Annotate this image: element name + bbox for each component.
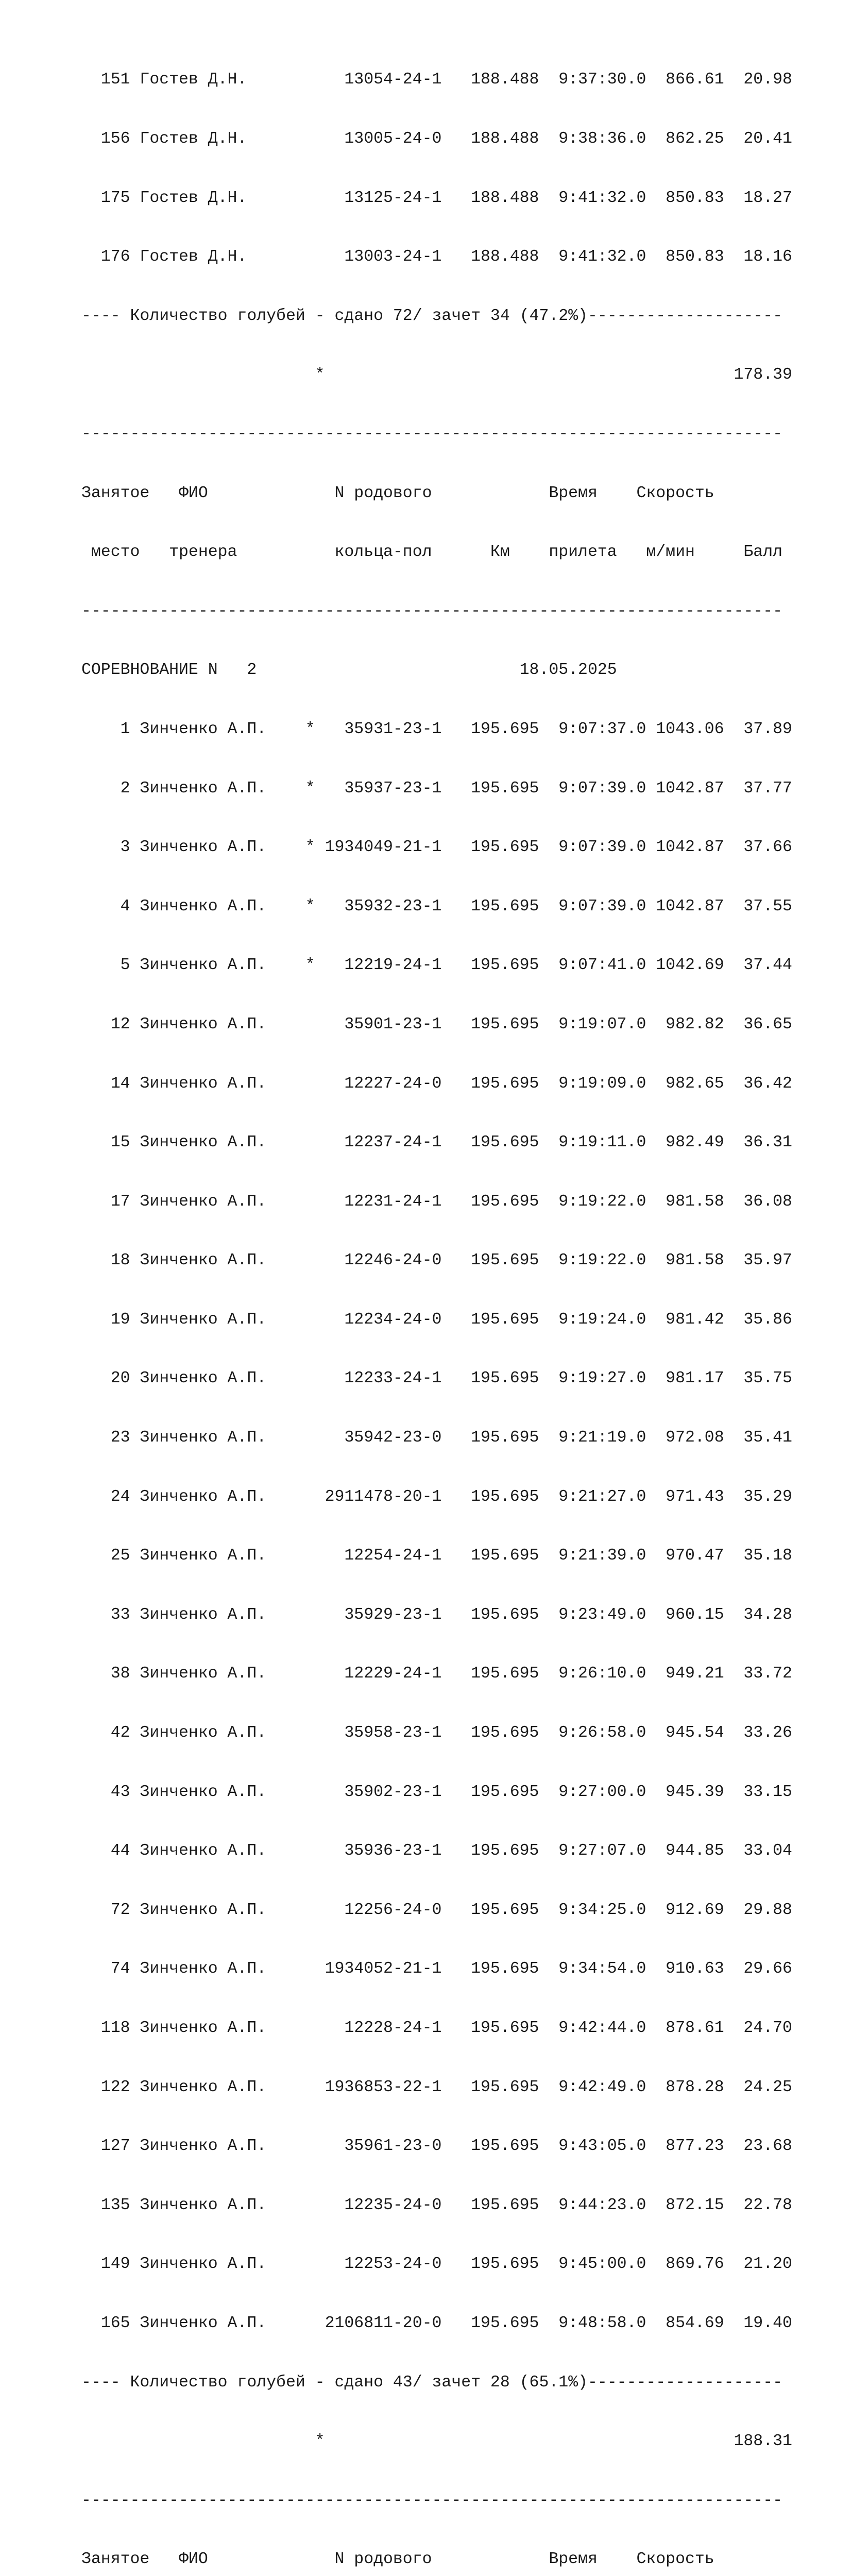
result-row: 38 Зинченко А.П. 12229-24-1 195.695 9:26:10.0 949.21 33.72 [81,1665,792,1683]
result-row: 149 Зинченко А.П. 12253-24-0 195.695 9:45:00.0 869.76 21.20 [81,2255,792,2274]
result-row: 3 Зинченко А.П. * 1934049-21-1 195.695 9:07:39.0 1042.87 37.66 [81,838,792,857]
column-header-1: Занятое ФИО N родового Время Скорость [81,484,714,502]
separator: ------------------------------------------------------------------------ [81,2491,783,2510]
summary-line: ---- Количество голубей - сдано 43/ зачет 28 (65.1%)-------------------- [81,2373,783,2392]
result-row: 151 Гостев Д.Н. 13054-24-1 188.488 9:37:30.0 866.61 20.98 [81,71,792,89]
result-row: 1 Зинченко А.П. * 35931-23-1 195.695 9:07:37.0 1043.06 37.89 [81,720,792,738]
result-row: 43 Зинченко А.П. 35902-23-1 195.695 9:27:00.0 945.39 33.15 [81,1783,792,1801]
result-row: 176 Гостев Д.Н. 13003-24-1 188.488 9:41:32.0 850.83 18.16 [81,248,792,266]
column-header-1: Занятое ФИО N родового Время Скорость [81,2550,714,2569]
result-row: 5 Зинченко А.П. * 12219-24-1 195.695 9:07:41.0 1042.69 37.44 [81,956,792,975]
result-row: 165 Зинченко А.П. 2106811-20-0 195.695 9:48:58.0 854.69 19.40 [81,2314,792,2332]
total-score-line: * 188.31 [81,2432,792,2451]
separator: ------------------------------------------------------------------------ [81,602,783,620]
result-row: 42 Зинченко А.П. 35958-23-1 195.695 9:26:58.0 945.54 33.26 [81,1724,792,1742]
result-row: 135 Зинченко А.П. 12235-24-0 195.695 9:44:23.0 872.15 22.78 [81,2196,792,2214]
result-row: 156 Гостев Д.Н. 13005-24-0 188.488 9:38:36.0 862.25 20.41 [81,130,792,148]
result-row: 33 Зинченко А.П. 35929-23-1 195.695 9:23:49.0 960.15 34.28 [81,1605,792,1624]
result-row: 18 Зинченко А.П. 12246-24-0 195.695 9:19:22.0 981.58 35.97 [81,1251,792,1270]
result-row: 122 Зинченко А.П. 1936853-22-1 195.695 9:42:49.0 878.28 24.25 [81,2078,792,2096]
result-row: 127 Зинченко А.П. 35961-23-0 195.695 9:43:05.0 877.23 23.68 [81,2137,792,2156]
result-row: 19 Зинченко А.П. 12234-24-0 195.695 9:19:24.0 981.42 35.86 [81,1310,792,1329]
competition-heading: СОРЕВНОВАНИЕ N 2 18.05.2025 [81,661,617,680]
column-header-2: место тренера кольца-пол Км прилета м/мин Балл [81,543,783,562]
result-row: 44 Зинченко А.П. 35936-23-1 195.695 9:27:07.0 944.85 33.04 [81,1842,792,1860]
result-row: 175 Гостев Д.Н. 13125-24-1 188.488 9:41:32.0 850.83 18.27 [81,189,792,207]
total-score-line: * 178.39 [81,366,792,384]
result-row: 15 Зинченко А.П. 12237-24-1 195.695 9:19:11.0 982.49 36.31 [81,1133,792,1152]
result-row: 23 Зинченко А.П. 35942-23-0 195.695 9:21:19.0 972.08 35.41 [81,1429,792,1447]
separator: ------------------------------------------------------------------------ [81,425,783,443]
result-row: 2 Зинченко А.П. * 35937-23-1 195.695 9:07:39.0 1042.87 37.77 [81,779,792,798]
result-row: 74 Зинченко А.П. 1934052-21-1 195.695 9:34:54.0 910.63 29.66 [81,1960,792,1978]
summary-line: ---- Количество голубей - сдано 72/ зачет 34 (47.2%)-------------------- [81,307,783,325]
results-printout [81,31,792,2576]
result-row: 24 Зинченко А.П. 2911478-20-1 195.695 9:21:27.0 971.43 35.29 [81,1487,792,1506]
result-row: 20 Зинченко А.П. 12233-24-1 195.695 9:19:27.0 981.17 35.75 [81,1369,792,1388]
result-row: 25 Зинченко А.П. 12254-24-1 195.695 9:21:39.0 970.47 35.18 [81,1547,792,1565]
result-row: 4 Зинченко А.П. * 35932-23-1 195.695 9:07:39.0 1042.87 37.55 [81,897,792,916]
result-row: 118 Зинченко А.П. 12228-24-1 195.695 9:42:44.0 878.61 24.70 [81,2019,792,2037]
result-row: 72 Зинченко А.П. 12256-24-0 195.695 9:34:25.0 912.69 29.88 [81,1901,792,1919]
result-row: 14 Зинченко А.П. 12227-24-0 195.695 9:19:09.0 982.65 36.42 [81,1074,792,1093]
result-row: 12 Зинченко А.П. 35901-23-1 195.695 9:19:07.0 982.82 36.65 [81,1015,792,1033]
result-row: 17 Зинченко А.П. 12231-24-1 195.695 9:19:22.0 981.58 36.08 [81,1192,792,1211]
